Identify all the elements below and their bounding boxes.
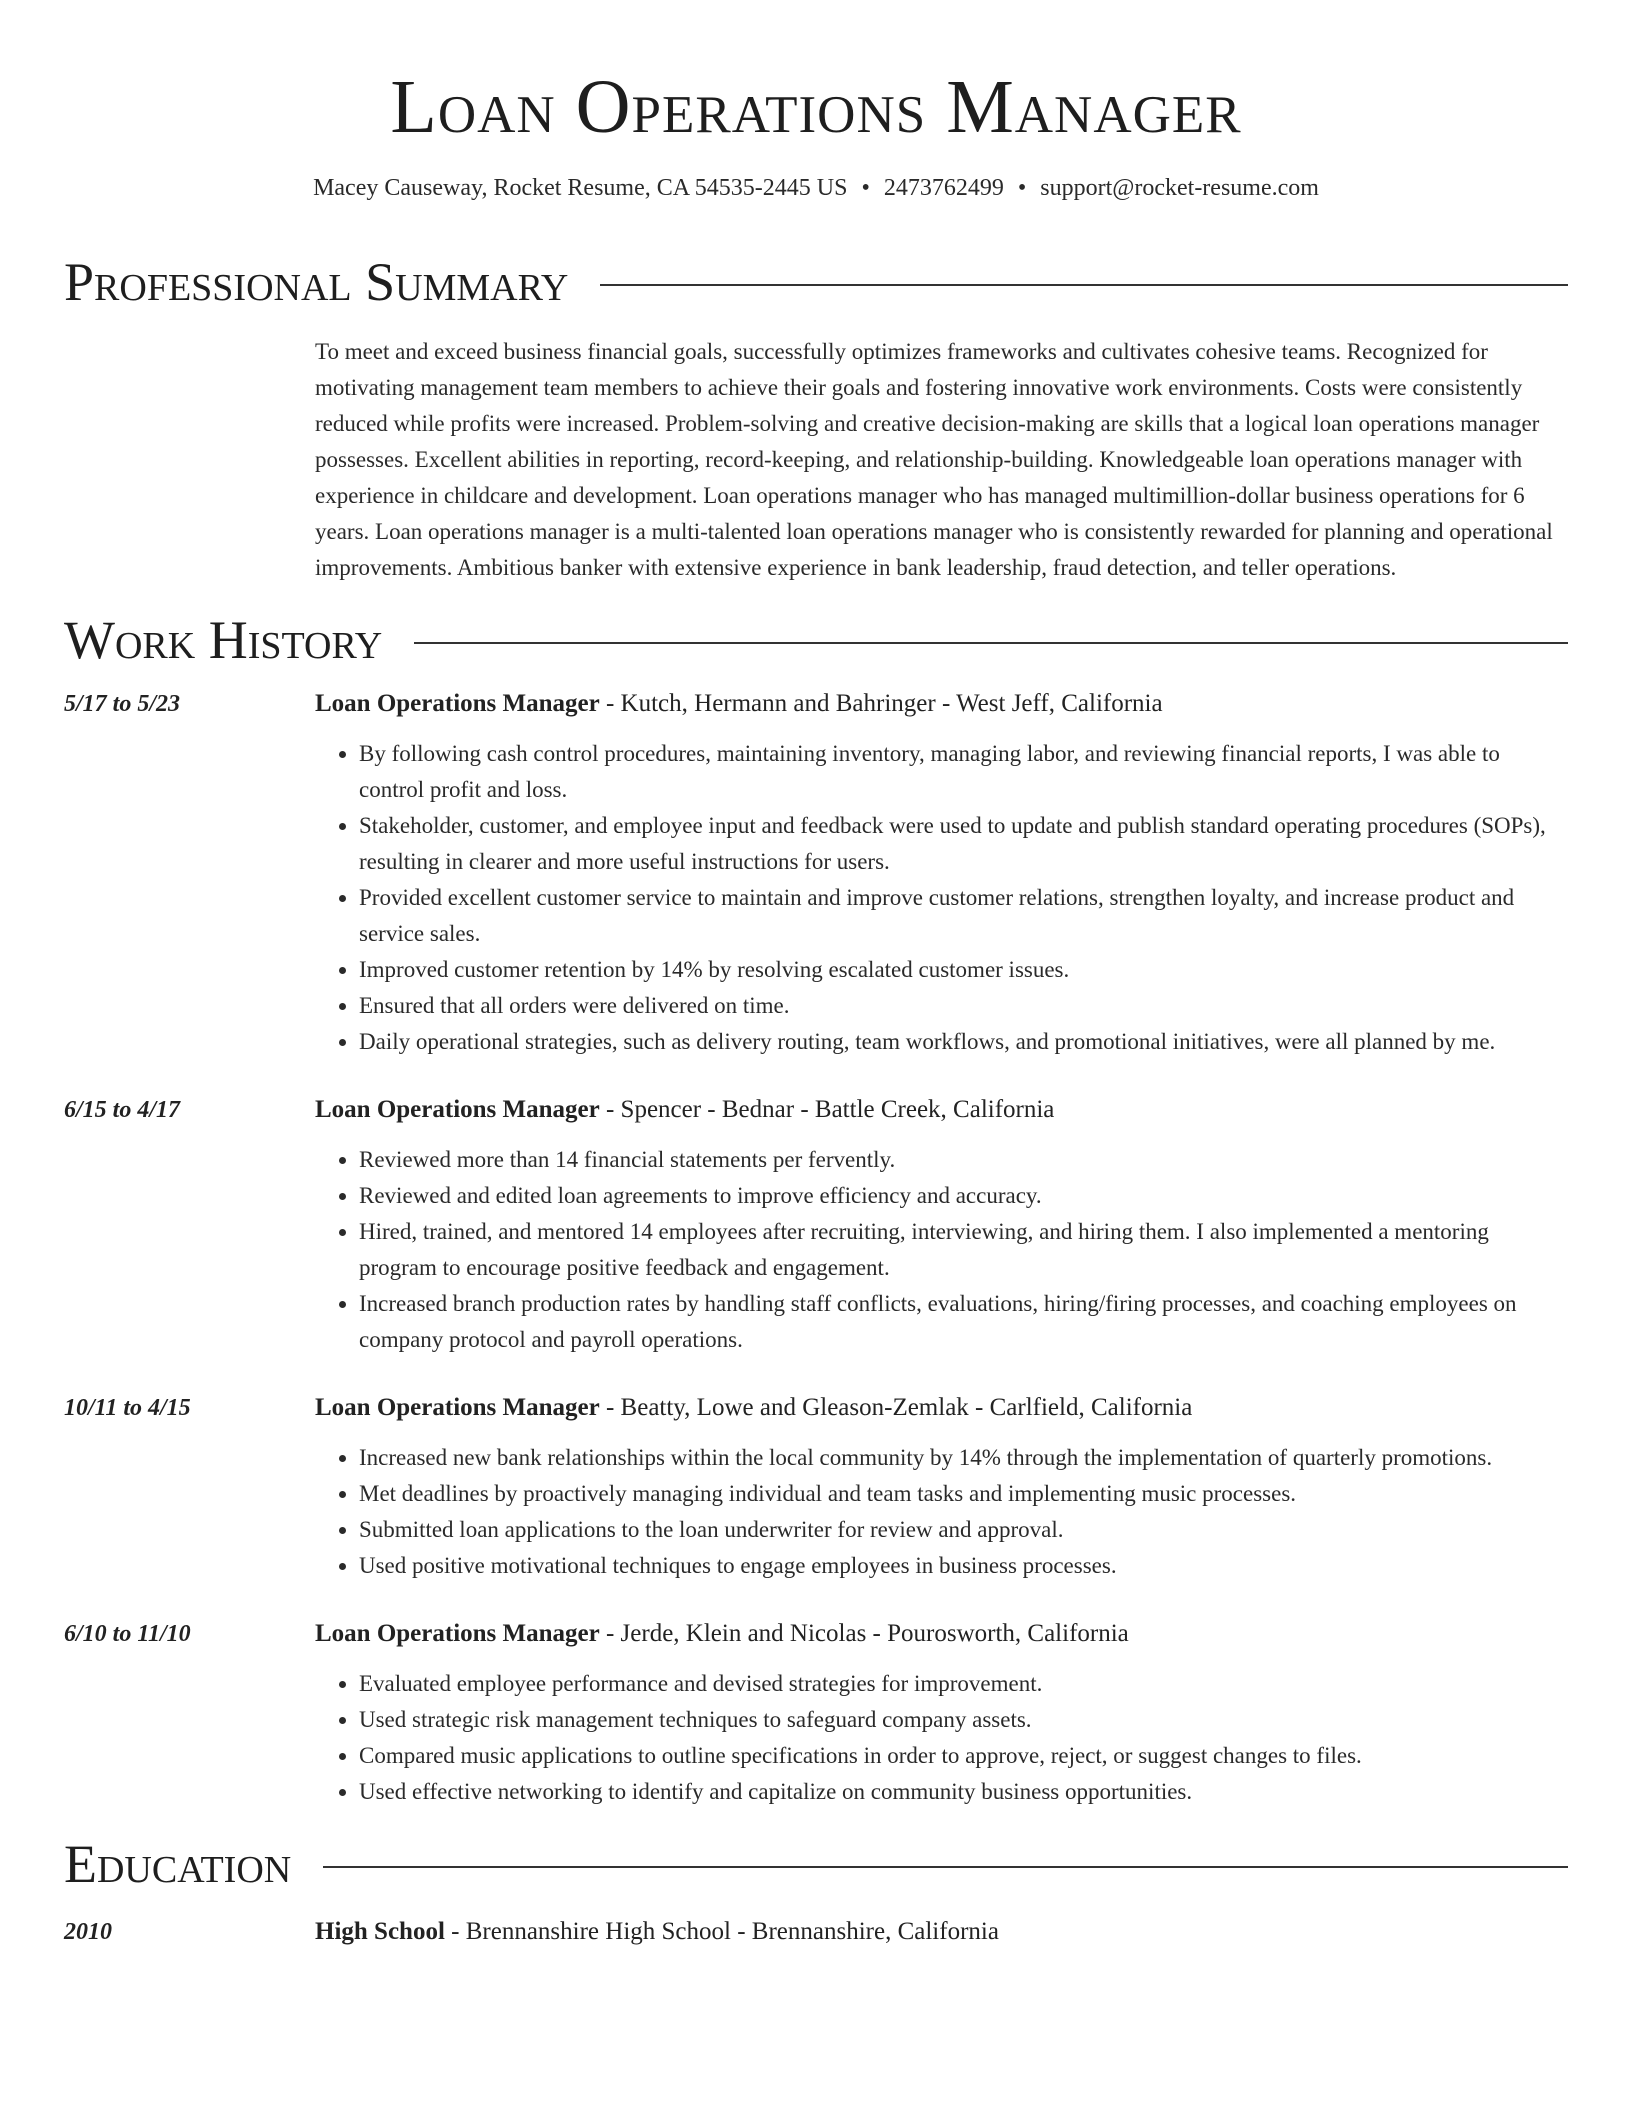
job-dates: 6/10 to 11/10	[64, 1621, 191, 1647]
education-degree: High School	[315, 1918, 445, 1945]
contact-separator: •	[1017, 175, 1027, 201]
job-bullets	[315, 1440, 1568, 1584]
job-bullets	[315, 1666, 1568, 1810]
job-entry	[64, 686, 1568, 1060]
job-entry	[64, 1616, 1568, 1810]
job-title-line	[315, 686, 1568, 722]
job-title-line	[315, 1616, 1568, 1652]
contact-email: support@rocket-resume.com	[1040, 175, 1319, 201]
job-dates: 10/11 to 4/15	[64, 1395, 191, 1421]
list-item: • Used positive motivational techniques to engage employees in business processes.	[359, 1548, 1568, 1584]
list-item: • Reviewed and edited loan agreements to improve efficiency and accuracy.	[359, 1178, 1568, 1214]
section-heading-work	[64, 608, 1568, 672]
list-item: • Met deadlines by proactively managing individual and team tasks and implementing music processes.	[359, 1476, 1568, 1512]
education-details	[315, 1914, 1568, 1950]
job-body	[315, 1092, 1568, 1358]
job-title-line	[315, 1390, 1568, 1426]
resume-page	[64, 0, 1568, 1950]
list-item: • Reviewed more than 14 financial statements per fervently.	[359, 1142, 1568, 1178]
job-title-line	[315, 1092, 1568, 1128]
resume-title: Loan Operations Manager	[390, 65, 1242, 149]
list-item: • Stakeholder, customer, and employee input and feedback were used to update and publish standard operating procedures (SOPs), resulting in clearer and more useful instructions for users.	[359, 808, 1568, 880]
job-bullets	[315, 1142, 1568, 1358]
job-employer-location: - Jerde, Klein and Nicolas - Pourosworth, California	[599, 1620, 1129, 1647]
section-heading-education	[64, 1832, 1568, 1896]
work-history-list	[64, 686, 1568, 1810]
job-entry	[64, 1092, 1568, 1358]
job-dates: 6/15 to 4/17	[64, 1097, 181, 1123]
section-divider	[414, 642, 1568, 644]
list-item: • Ensured that all orders were delivered on time.	[359, 988, 1568, 1024]
job-employer-location: - Spencer - Bednar - Battle Creek, California	[599, 1096, 1055, 1123]
section-heading-education-label: Education	[64, 1834, 292, 1894]
section-heading-summary-label: Professional Summary	[64, 252, 569, 312]
list-item: • Increased branch production rates by handling staff conflicts, evaluations, hiring/firing processes, and coaching employees on company protocol and payroll operations.	[359, 1286, 1568, 1358]
job-title: Loan Operations Manager	[315, 1620, 600, 1647]
job-employer-location: - Kutch, Hermann and Bahringer - West Jeff, California	[599, 690, 1163, 717]
section-heading-summary	[64, 250, 1568, 314]
job-employer-location: - Beatty, Lowe and Gleason-Zemlak - Carlfield, California	[599, 1394, 1193, 1421]
contact-separator: •	[861, 175, 870, 201]
list-item: • Evaluated employee performance and devised strategies for improvement.	[359, 1666, 1568, 1702]
list-item: • Hired, trained, and mentored 14 employees after recruiting, interviewing, and hiring them. I also implemented a mentoring program to encourage positive feedback and engagement.	[359, 1214, 1568, 1286]
list-item: • Used strategic risk management techniques to safeguard company assets.	[359, 1702, 1568, 1738]
contact-line	[64, 172, 1568, 204]
job-title: Loan Operations Manager	[315, 1394, 600, 1421]
education-year: 2010	[64, 1919, 112, 1945]
education-school-location: - Brennanshire High School - Brennanshire, California	[444, 1918, 999, 1945]
education-list	[64, 1914, 1568, 1950]
education-entry	[64, 1914, 1568, 1950]
job-bullets	[315, 736, 1568, 1060]
summary-text: To meet and exceed business financial goals, successfully optimizes frameworks and cultivates cohesive teams. Recognized for motivating management team members to achieve their goals and fostering innovative work environments. Costs were consistently reduced while profits were increased. Problem-solving and creative decision-making are skills that a logical loan operations manager possesses. Excellent abilities in reporting, record-keeping, and relationship-building. Knowledgeable loan operations manager with experience in childcare and development. Loan operations manager who has managed multimillion-dollar business operations for 6 years. Loan operations manager is a multi-talented loan operations manager who is consistently rewarded for planning and operational improvements. Ambitious banker with extensive experience in bank leadership, fraud detection, and teller operations.	[315, 339, 1553, 580]
job-body	[315, 1390, 1568, 1584]
job-body	[315, 1616, 1568, 1810]
job-entry	[64, 1390, 1568, 1584]
section-divider	[323, 1866, 1568, 1868]
contact-address: Macey Causeway, Rocket Resume, CA 54535-2445 US	[313, 175, 848, 201]
job-title: Loan Operations Manager	[315, 690, 600, 717]
contact-phone: 2473762499	[883, 175, 1004, 201]
list-item: • Provided excellent customer service to maintain and improve customer relations, strengthen loyalty, and increase product and service sales.	[359, 880, 1568, 952]
list-item: • Used effective networking to identify and capitalize on community business opportunities.	[359, 1774, 1568, 1810]
list-item: • Improved customer retention by 14% by resolving escalated customer issues.	[359, 952, 1568, 988]
section-heading-work-label: Work History	[64, 610, 383, 670]
list-item: • Daily operational strategies, such as delivery routing, team workflows, and promotional initiatives, were all planned by me.	[359, 1024, 1568, 1060]
list-item: • Increased new bank relationships within the local community by 14% through the implementation of quarterly promotions.	[359, 1440, 1568, 1476]
job-title: Loan Operations Manager	[315, 1096, 600, 1123]
job-body	[315, 686, 1568, 1060]
list-item: • By following cash control procedures, maintaining inventory, managing labor, and reviewing financial reports, I was able to control profit and loss.	[359, 736, 1568, 808]
section-divider	[600, 284, 1568, 286]
list-item: • Submitted loan applications to the loan underwriter for review and approval.	[359, 1512, 1568, 1548]
list-item: • Compared music applications to outline specifications in order to approve, reject, or suggest changes to files.	[359, 1738, 1568, 1774]
job-dates: 5/17 to 5/23	[64, 691, 181, 717]
